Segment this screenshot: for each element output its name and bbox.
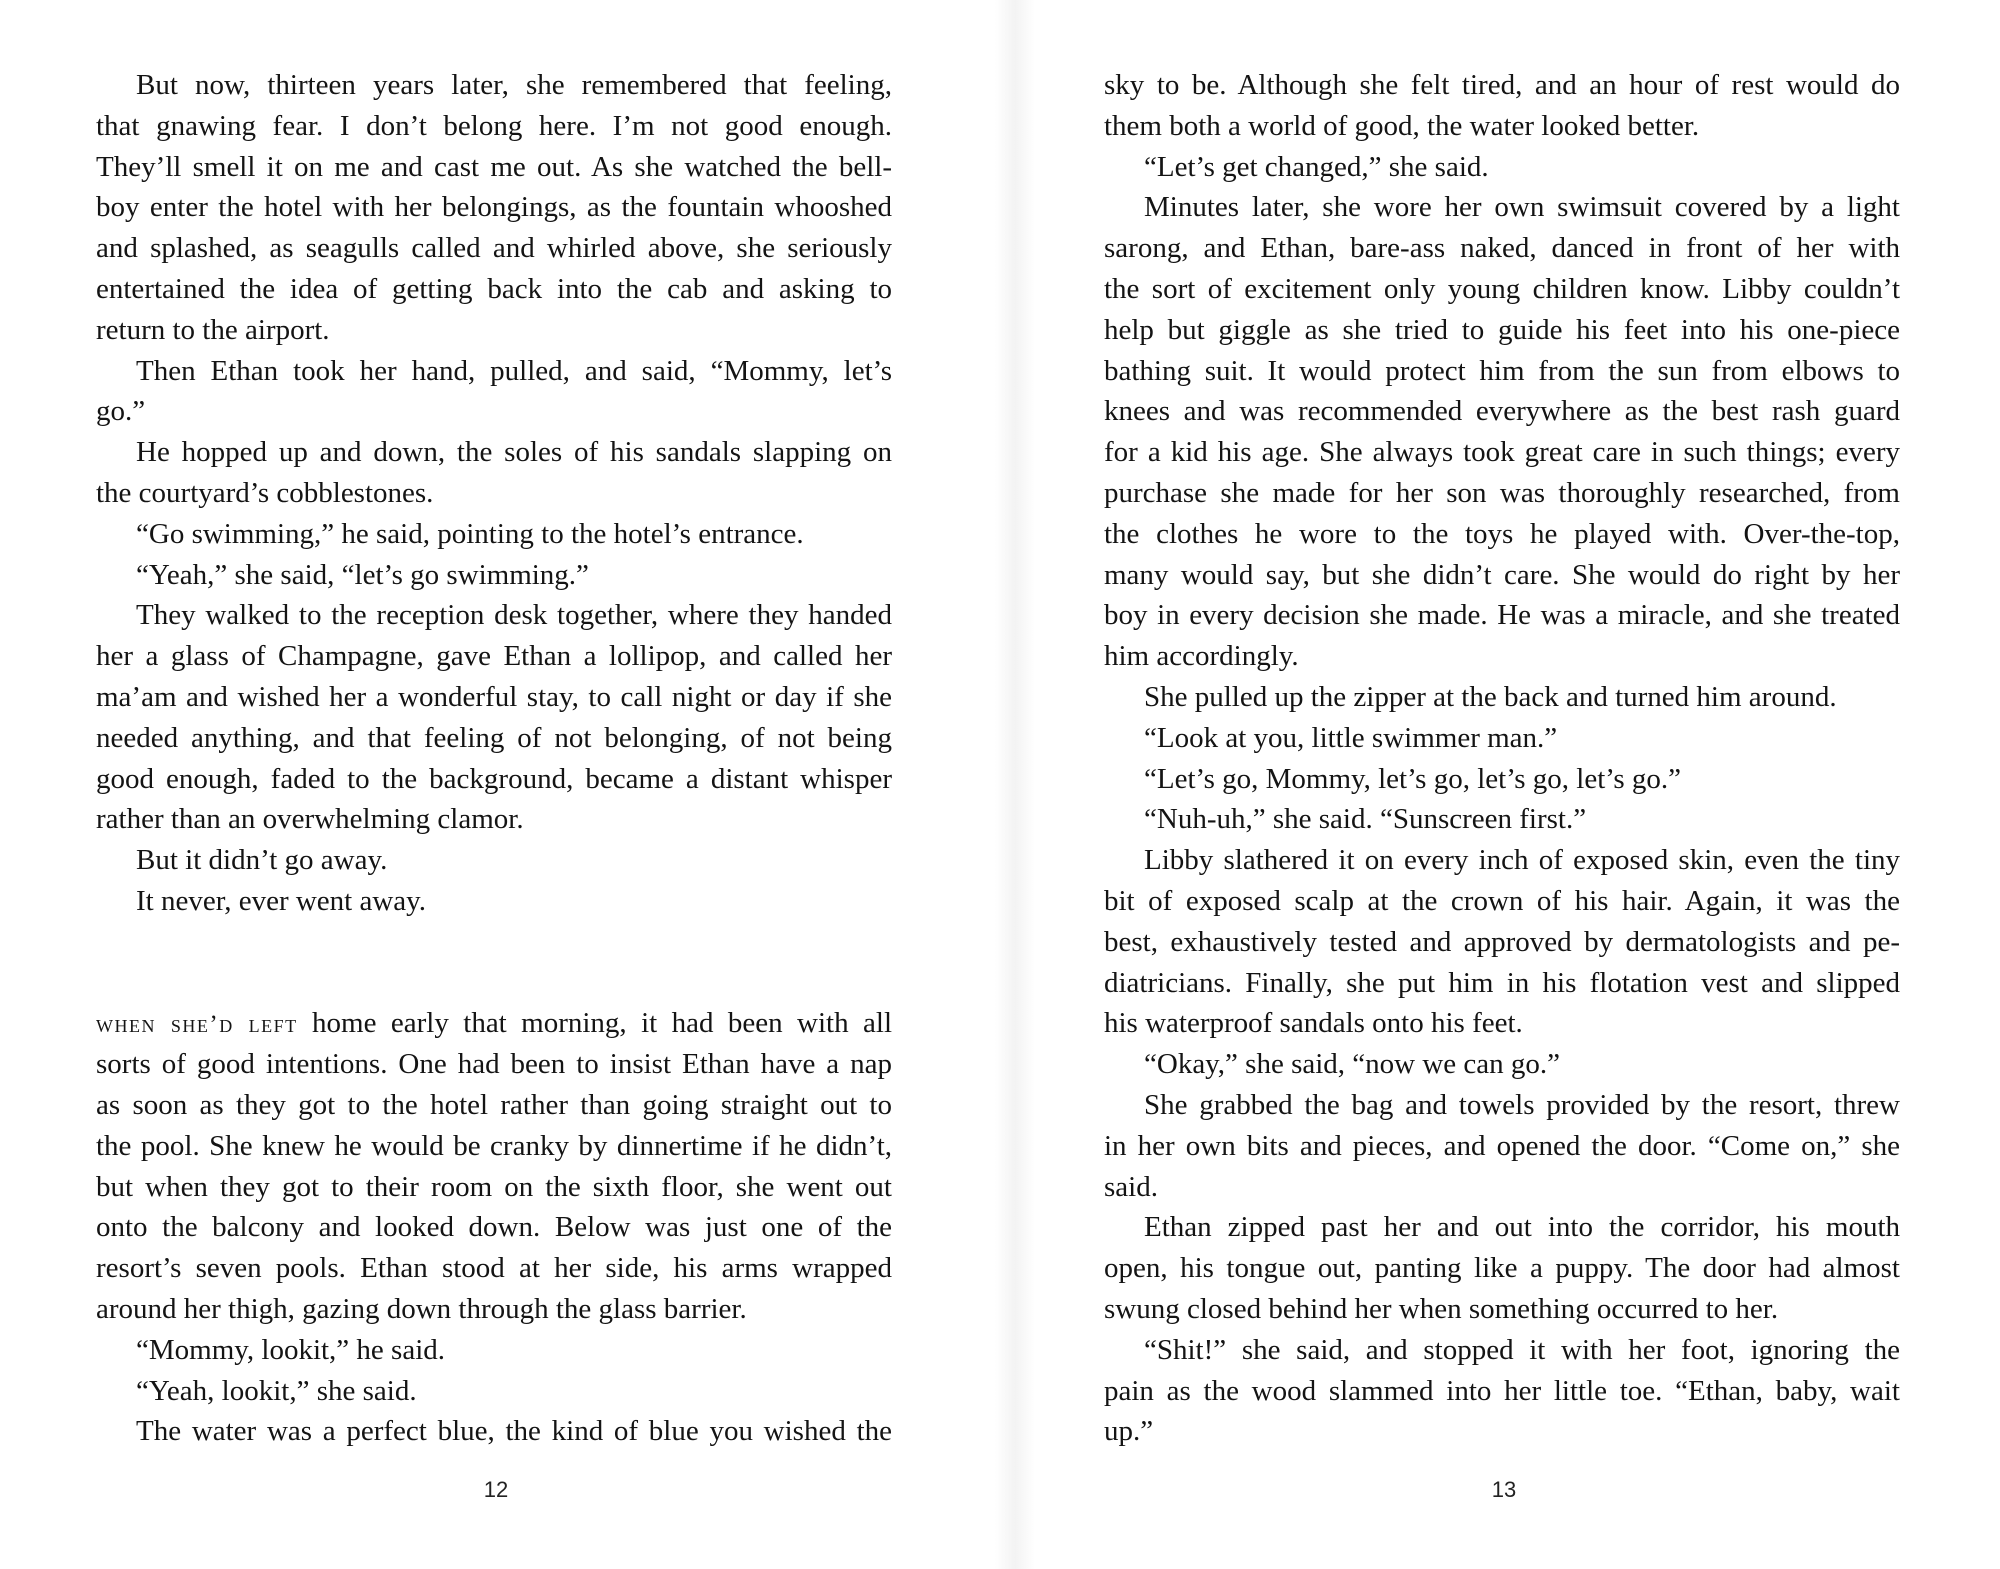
text-line: her a glass of Champagne, gave Ethan a lollipop, and called her — [96, 640, 892, 673]
text-line: in her own bits and pieces, and opened the door. “Come on,” she — [1104, 1129, 1900, 1162]
text-line: best, exhaustively tested and approved by dermatologists and pe- — [1104, 925, 1900, 958]
text-line: The water was a perfect blue, the kind of blue you wished the — [136, 1415, 892, 1448]
text-line: them both a world of good, the water looked better. — [1104, 109, 1700, 142]
text-line: They’ll smell it on me and cast me out. As she watched the bell- — [96, 150, 892, 183]
text-line: for a kid his age. She always took great care in such things; every — [1104, 436, 1900, 469]
text-line: up.” — [1104, 1415, 1154, 1448]
text-line: “Nuh-uh,” she said. “Sunscreen first.” — [1144, 803, 1587, 836]
text-line: needed anything, and that feeling of not belonging, of not being — [96, 721, 892, 754]
text-line: said. — [1104, 1170, 1158, 1203]
text-line: go.” — [96, 395, 146, 428]
text-line: They walked to the reception desk together, where they handed — [136, 599, 892, 632]
text-line: “Mommy, lookit,” he said. — [136, 1333, 446, 1366]
page-number-left: 12 — [483, 1477, 509, 1502]
text-line: around her thigh, gazing down through the glass barrier. — [96, 1292, 747, 1325]
text-line: bathing suit. It would protect him from the sun from elbows to — [1104, 354, 1900, 387]
text-line: return to the airport. — [96, 313, 330, 346]
text-line: pain as the wood slammed into her little toe. “Ethan, baby, wait — [1104, 1374, 1900, 1407]
text-line: and splashed, as seagulls called and whirled above, she seriously — [96, 232, 892, 265]
right-page — [1104, 65, 1900, 1452]
section-2-opening-line — [96, 1003, 892, 1044]
text-line: “Shit!” she said, and stopped it with her foot, ignoring the — [1144, 1333, 1900, 1366]
text-line: Then Ethan took her hand, pulled, and said, “Mommy, let’s — [136, 354, 892, 387]
text-line: swung closed behind her when something occurred to her. — [1104, 1292, 1779, 1325]
text-line: “Okay,” she said, “now we can go.” — [1144, 1048, 1561, 1081]
text-line: the clothes he wore to the toys he played with. Over-the-top, — [1104, 517, 1900, 550]
text-line: “Let’s go, Mommy, let’s go, let’s go, let’s go.” — [1144, 762, 1681, 795]
text-line: many would say, but she didn’t care. She would do right by her — [1104, 558, 1900, 591]
right-page-text — [1104, 65, 1900, 1452]
section-break — [96, 922, 892, 1004]
text-line: good enough, faded to the background, became a distant whisper — [96, 762, 892, 795]
text-line: But now, thirteen years later, she remembered that feeling, — [136, 69, 892, 101]
text-line: the sort of excitement only young children know. Libby couldn’t — [1104, 272, 1900, 305]
page-number-right: 13 — [1491, 1477, 1517, 1502]
left-section-1 — [96, 65, 892, 922]
text-line: that gnawing fear. I don’t belong here. I’m not good enough. — [96, 109, 892, 142]
text-line: sorts of good intentions. One had been to insist Ethan have a nap — [96, 1048, 892, 1081]
text-line: Ethan zipped past her and out into the corridor, his mouth — [1144, 1211, 1900, 1244]
text-line: “Yeah,” she said, “let’s go swimming.” — [136, 558, 589, 591]
text-line: but when they got to their room on the sixth floor, she went out — [96, 1170, 892, 1203]
text-line: sky to be. Although she felt tired, and an hour of rest would do — [1104, 69, 1900, 101]
left-section-2 — [96, 1044, 892, 1452]
text-line: He hopped up and down, the soles of his sandals slapping on — [136, 436, 892, 469]
text-line: open, his tongue out, panting like a puppy. The door had almost — [1104, 1252, 1900, 1285]
text-line: rather than an overwhelming clamor. — [96, 803, 524, 836]
small-caps-lead-in: when she’d left — [96, 1011, 298, 1039]
text-line: onto the balcony and looked down. Below was just one of the — [96, 1211, 892, 1244]
text-line: “Yeah, lookit,” she said. — [136, 1374, 417, 1407]
text-line: But it didn’t go away. — [136, 844, 388, 877]
text-line: boy in every decision she made. He was a miracle, and she treated — [1104, 599, 1900, 632]
text-line: him accordingly. — [1104, 640, 1299, 673]
text-line: It never, ever went away. — [136, 884, 427, 917]
text-line: Libby slathered it on every inch of exposed skin, even the tiny — [1144, 844, 1900, 877]
opening-line-rest: home early that morning, it had been with all — [297, 1007, 893, 1040]
text-line: the pool. She knew he would be cranky by dinnertime if he didn’t, — [96, 1129, 892, 1162]
text-line: boy enter the hotel with her belongings, as the fountain whooshed — [96, 191, 892, 224]
text-line: entertained the idea of getting back into the cab and asking to — [96, 272, 892, 305]
text-line: “Let’s get changed,” she said. — [1144, 150, 1489, 183]
text-line: as soon as they got to the hotel rather than going straight out to — [96, 1088, 892, 1121]
text-line: She grabbed the bag and towels provided by the resort, threw — [1144, 1088, 1900, 1121]
text-line: sarong, and Ethan, bare-ass naked, danced in front of her with — [1104, 232, 1900, 265]
text-line: purchase she made for her son was thoroughly researched, from — [1104, 476, 1900, 509]
text-line: his waterproof sandals onto his feet. — [1104, 1007, 1523, 1040]
text-line: diatricians. Finally, she put him in his flotation vest and slipped — [1104, 966, 1900, 999]
text-line: ma’am and wished her a wonderful stay, to call night or day if she — [96, 680, 892, 713]
left-page — [96, 65, 892, 1452]
text-line: the courtyard’s cobblestones. — [96, 476, 434, 509]
text-line: Minutes later, she wore her own swimsuit covered by a light — [1144, 191, 1900, 224]
text-line: “Look at you, little swimmer man.” — [1144, 721, 1558, 754]
text-line: resort’s seven pools. Ethan stood at her side, his arms wrapped — [96, 1252, 892, 1285]
text-line: “Go swimming,” he said, pointing to the hotel’s entrance. — [136, 517, 804, 550]
book-gutter — [995, 0, 1035, 1569]
text-line: help but giggle as she tried to guide his feet into his one-piece — [1104, 313, 1900, 346]
text-line: bit of exposed scalp at the crown of his hair. Again, it was the — [1104, 884, 1900, 917]
text-line: She pulled up the zipper at the back and turned him around. — [1144, 680, 1837, 713]
text-line: knees and was recommended everywhere as the best rash guard — [1104, 395, 1900, 428]
